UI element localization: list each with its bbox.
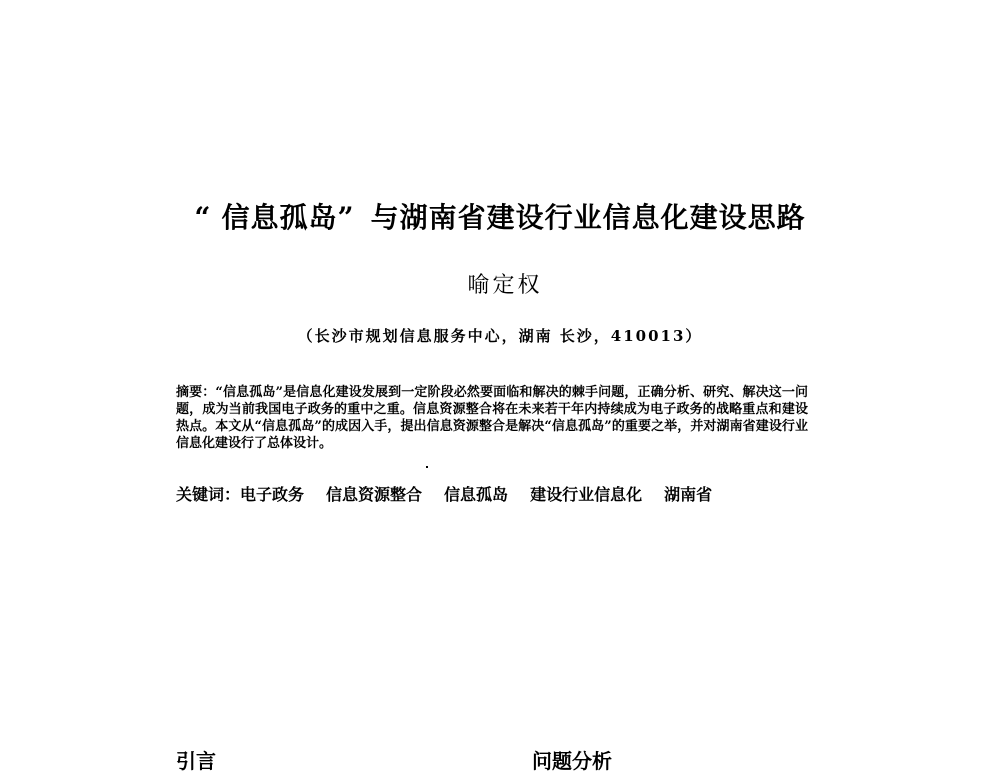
title-island-term: 信息孤岛 bbox=[221, 201, 338, 234]
keyword-item: 电子政务 bbox=[240, 485, 305, 504]
abstract-block bbox=[176, 384, 808, 452]
keyword-item: 信息孤岛 bbox=[444, 485, 509, 504]
author-name: 喻定权 bbox=[467, 273, 543, 298]
abstract-text: “信息孤岛”是信息化建设发展到一定阶段必然要面临和解决的棘手问题，正确分析、研究、解决这一问题，成为当前我国电子政务的重中之重。信息资源整合将在未来若干年内持续成为电子政务的战略重点和建设热点。本文从“信息孤岛”的成因入手，提出信息资源整合是解决“信息孤岛”的重要之举，并对湖南省建设行业信息化建设行了总体设计。 bbox=[176, 385, 808, 451]
title-close-quote: ” bbox=[337, 201, 355, 234]
title-open-quote: “ bbox=[194, 201, 212, 234]
paper-title bbox=[0, 196, 1000, 236]
scan-speck bbox=[426, 466, 428, 468]
keywords-block bbox=[176, 482, 712, 505]
title-rest: 与湖南省建设行业信息化建设思路 bbox=[370, 201, 806, 234]
abstract-label: 摘要： bbox=[176, 385, 216, 400]
author-affiliation: （长沙市规划信息服务中心，湖南 长沙，410013） bbox=[297, 327, 703, 345]
keyword-item: 湖南省 bbox=[664, 485, 713, 504]
section-heading-fragment-right: 问题分析 bbox=[532, 749, 612, 773]
keywords-label: 关键词： bbox=[176, 485, 241, 504]
section-heading-fragment-left: 引言 bbox=[176, 749, 216, 773]
keyword-item: 信息资源整合 bbox=[326, 485, 423, 504]
keyword-item: 建设行业信息化 bbox=[530, 485, 643, 504]
